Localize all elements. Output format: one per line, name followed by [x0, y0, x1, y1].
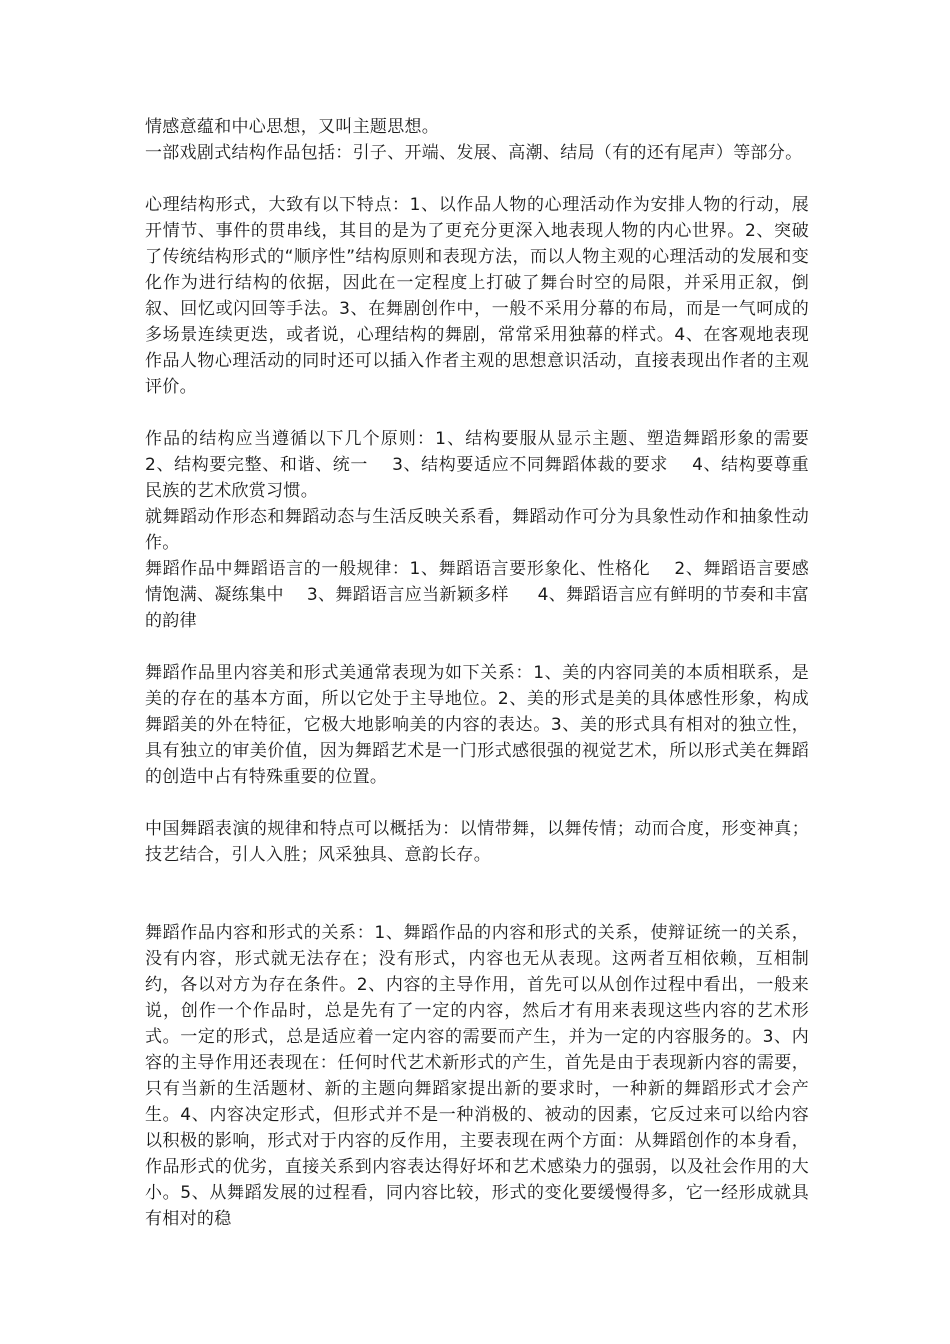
paragraph-content-form-beauty: 舞蹈作品里内容美和形式美通常表现为如下关系：1、美的内容同美的本质相联系，是美的存在的基本方面，所以它处于主导地位。2、美的形式是美的具体感性形象，构成舞蹈美的外在特征，它极大地影响美的内容的表达。3、美的形式具有相对的独立性，具有独立的审美价值，因为舞蹈艺术是一门形式感很强的视觉艺术，所以形式美在舞蹈的创造中占有特殊重要的位置。 — [145, 663, 809, 787]
paragraph-theme: 情感意蕴和中心思想，又叫主题思想。 — [145, 117, 440, 137]
paragraph-spacer — [145, 166, 809, 192]
paragraph-structure-principles: 作品的结构应当遵循以下几个原则：1、结构要服从显示主题、塑造舞蹈形象的需要 2、结构要完整、和谐、统一 3、结构要适应不同舞蹈体裁的要求 4、结构要尊重民族的艺术欣赏习惯。 — [145, 429, 838, 501]
paragraph-content-form-relation: 舞蹈作品内容和形式的关系：1、舞蹈作品的内容和形式的关系，使辩证统一的关系，没有内容，形式就无法存在；没有形式，内容也无从表现。这两者互相依赖，互相制约，各以对方为存在条件。2、内容的主导作用，首先可以从创作过程中看出，一般来说，创作一个作品时，总是先有了一定的内容，然后才有用来表现这些内容的艺术形式。一定的形式，总是适应着一定内容的需要而产生，并为一定的内容服务的。3、内容的主导作用还表现在：任何时代艺术新形式的产生，首先是由于表现新内容的需要，只有当新的生活题材、新的主题向舞蹈家提出新的要求时，一种新的舞蹈形式才会产生。4、内容决定形式，但形式并不是一种消极的、被动的因素，它反过来可以给内容以积极的影响，形式对于内容的反作用，主要表现在两个方面：从舞蹈创作的本身看，作品形式的优劣，直接关系到内容表达得好坏和艺术感染力的强弱，以及社会作用的大小。5、从舞蹈发展的过程看，同内容比较，形式的变化要缓慢得多，它一经形成就具有相对的稳 — [145, 923, 809, 1229]
document-body — [145, 114, 838, 1232]
paragraph-chinese-dance-performance: 中国舞蹈表演的规律和特点可以概括为：以情带舞，以舞传情；动而合度，形变神真；技艺结合，引人入胜；风采独具、意韵长存。 — [145, 819, 809, 865]
paragraph-spacer — [145, 790, 809, 816]
paragraph-psychological-structure: 心理结构形式，大致有以下特点：1、以作品人物的心理活动作为安排人物的行动，展开情节、事件的贯串线，其目的是为了更充分更深入地表现人物的内心世界。2、突破了传统结构形式的“顺序性”结构原则和表现方法，而以人物主观的心理活动的发展和变化作为进行结构的依据，因此在一定程度上打破了舞台时空的局限，并采用正叙，倒叙、回忆或闪回等手法。3、在舞剧创作中，一般不采用分幕的布局，而是一气呵成的多场景连续更迭，或者说，心理结构的舞剧，常常采用独幕的样式。4、在客观地表现作品人物心理活动的同时还可以插入作者主观的思想意识活动，直接表现出作者的主观评价。 — [145, 195, 809, 397]
paragraph-dramatic-structure: 一部戏剧式结构作品包括：引子、开端、发展、高潮、结局（有的还有尾声）等部分。 — [145, 143, 803, 163]
paragraph-spacer — [145, 634, 809, 660]
paragraph-spacer — [145, 400, 809, 426]
paragraph-dance-language-rules: 舞蹈作品中舞蹈语言的一般规律：1、舞蹈语言要形象化、性格化 2、舞蹈语言要感情饱满、凝练集中 3、舞蹈语言应当新颖多样 4、舞蹈语言应有鲜明的节奏和丰富的韵律 — [145, 559, 809, 631]
paragraph-spacer — [145, 868, 809, 920]
paragraph-dance-movement-types: 就舞蹈动作形态和舞蹈动态与生活反映关系看，舞蹈动作可分为具象性动作和抽象性动作。 — [145, 507, 809, 553]
